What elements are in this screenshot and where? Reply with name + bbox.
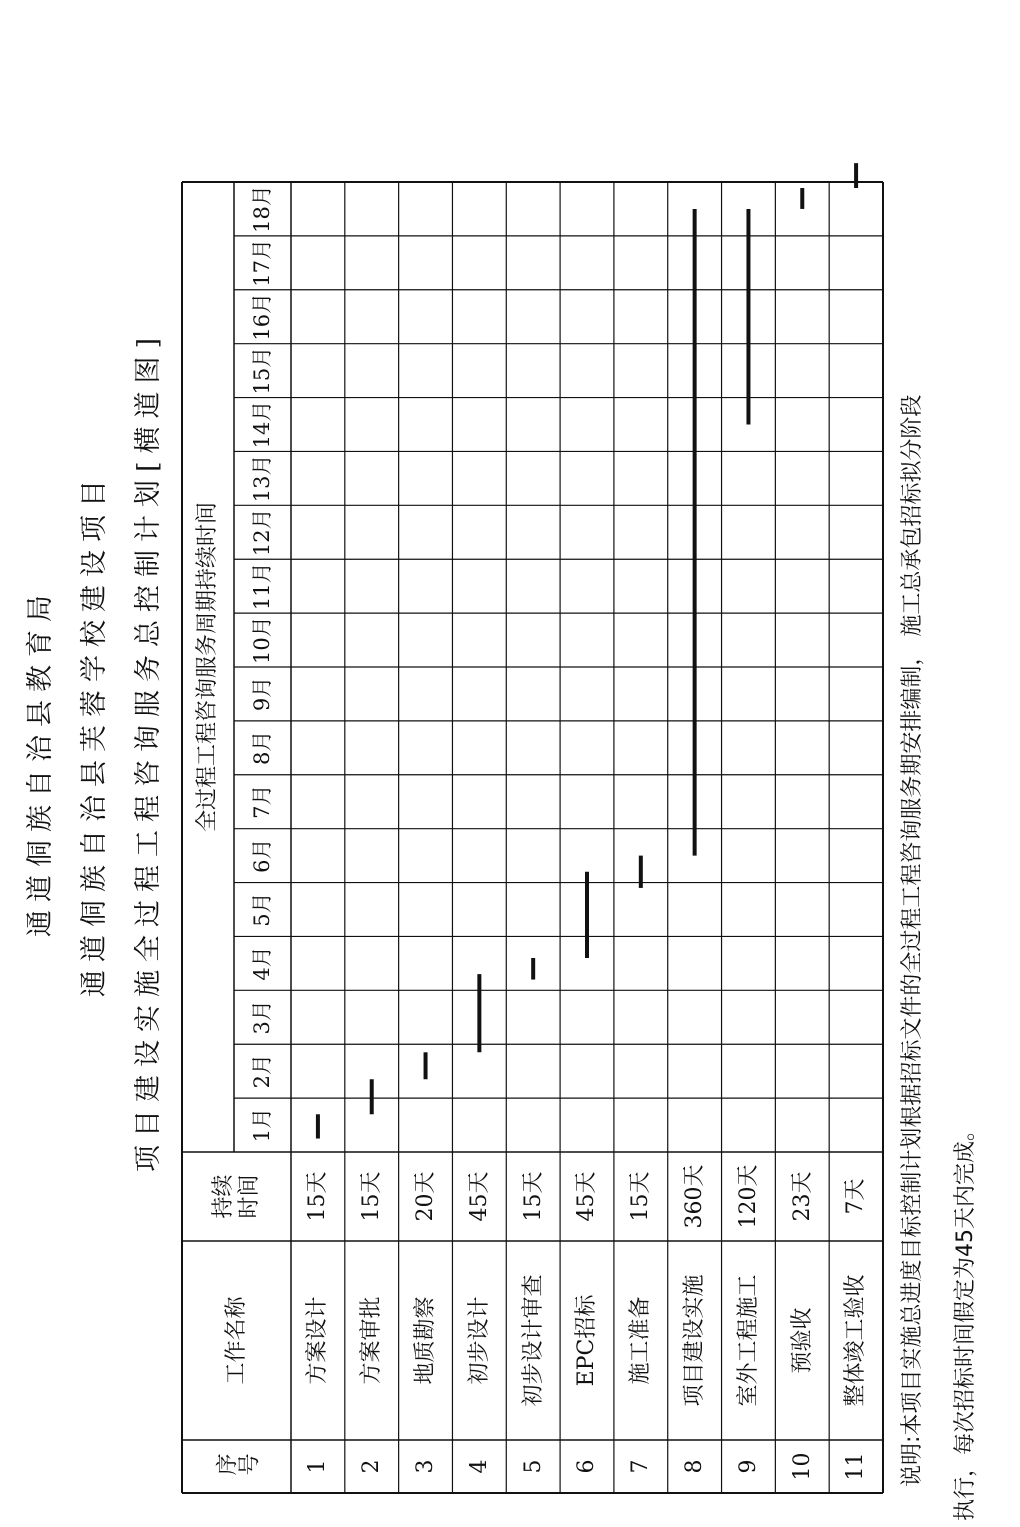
month-label: 4月 <box>250 946 275 981</box>
month-label: 5月 <box>250 892 275 927</box>
row-task-name: 整体竣工验收 <box>843 1274 869 1407</box>
row-number: 1 <box>305 1459 331 1474</box>
row-number: 10 <box>789 1452 815 1481</box>
row-number: 11 <box>843 1452 869 1481</box>
row-number: 8 <box>681 1459 707 1474</box>
row-number: 6 <box>574 1459 600 1474</box>
month-label: 14月 <box>250 400 275 449</box>
row-duration: 15天 <box>520 1171 546 1222</box>
row-task-name: 初步设计审查 <box>520 1274 546 1407</box>
row-duration: 20天 <box>412 1171 438 1222</box>
month-label: 8月 <box>250 730 275 766</box>
row-duration: 7天 <box>843 1178 869 1215</box>
row-duration: 15天 <box>305 1171 331 1222</box>
row-duration: 45天 <box>466 1171 492 1222</box>
row-task-name: 方案审批 <box>359 1296 385 1385</box>
title-line-2: 通道侗族自治县芙蓉学校建设项目 <box>79 472 110 997</box>
header-duration-line1: 持续 <box>211 1174 237 1219</box>
month-label: 6月 <box>250 838 275 873</box>
header-seq-text: 序号 <box>214 1453 259 1479</box>
row-task-name: 项目建设实施 <box>681 1274 707 1407</box>
row-number: 2 <box>359 1459 385 1474</box>
month-label: 12月 <box>250 508 275 557</box>
month-label: 15月 <box>250 346 275 395</box>
row-task-name: EPC招标 <box>574 1294 600 1387</box>
row-task-name: 施工准备 <box>628 1296 654 1385</box>
row-task-name: 地质勘察 <box>412 1296 438 1385</box>
month-label: 1月 <box>250 1107 275 1143</box>
row-number: 5 <box>520 1459 546 1474</box>
row-task-name: 初步设计 <box>466 1296 492 1385</box>
header-period: 全过程工程咨询服务周期持续时间 <box>195 502 221 833</box>
row-duration: 45天 <box>574 1171 600 1222</box>
month-label: 9月 <box>250 676 275 712</box>
header-seq <box>182 1440 291 1493</box>
month-label: 3月 <box>250 1000 275 1035</box>
row-number: 7 <box>628 1459 654 1474</box>
row-number: 9 <box>735 1459 761 1474</box>
note-line-2: 执行，每次招标时间假定为45天内完成。 <box>953 1119 978 1521</box>
row-duration: 15天 <box>628 1171 654 1222</box>
row-duration: 23天 <box>789 1171 815 1222</box>
title-line-1: 通道侗族自治县教育局 <box>25 587 56 937</box>
note-line-1: 说明:本项目实施总进度目标控制计划根据招标文件的全过程工程咨询服务期安排编制， 施工总承包招标拟分阶段 <box>900 394 925 1487</box>
month-label: 11月 <box>250 562 275 611</box>
row-task-name: 预验收 <box>789 1307 815 1374</box>
row-duration: 15天 <box>359 1171 385 1222</box>
month-label: 16月 <box>250 292 275 341</box>
header-name: 工作名称 <box>223 1296 249 1385</box>
month-label: 2月 <box>250 1054 275 1089</box>
header-duration <box>182 1152 291 1241</box>
row-number: 4 <box>466 1459 492 1474</box>
row-number: 3 <box>412 1459 438 1474</box>
row-duration: 360天 <box>681 1164 707 1229</box>
month-label: 18月 <box>250 185 275 233</box>
month-label: 17月 <box>250 238 275 287</box>
month-label: 13月 <box>250 454 275 503</box>
row-duration: 120天 <box>735 1164 761 1229</box>
title-line-3: 项目建设实施全过程工程咨询服务总控制计划[横道图] <box>133 329 164 1172</box>
row-task-name: 方案设计 <box>305 1296 331 1385</box>
month-label: 10月 <box>250 616 275 664</box>
row-task-name: 室外工程施工 <box>735 1274 761 1407</box>
month-label: 7月 <box>250 784 275 819</box>
header-duration-line2: 时间 <box>236 1174 262 1219</box>
